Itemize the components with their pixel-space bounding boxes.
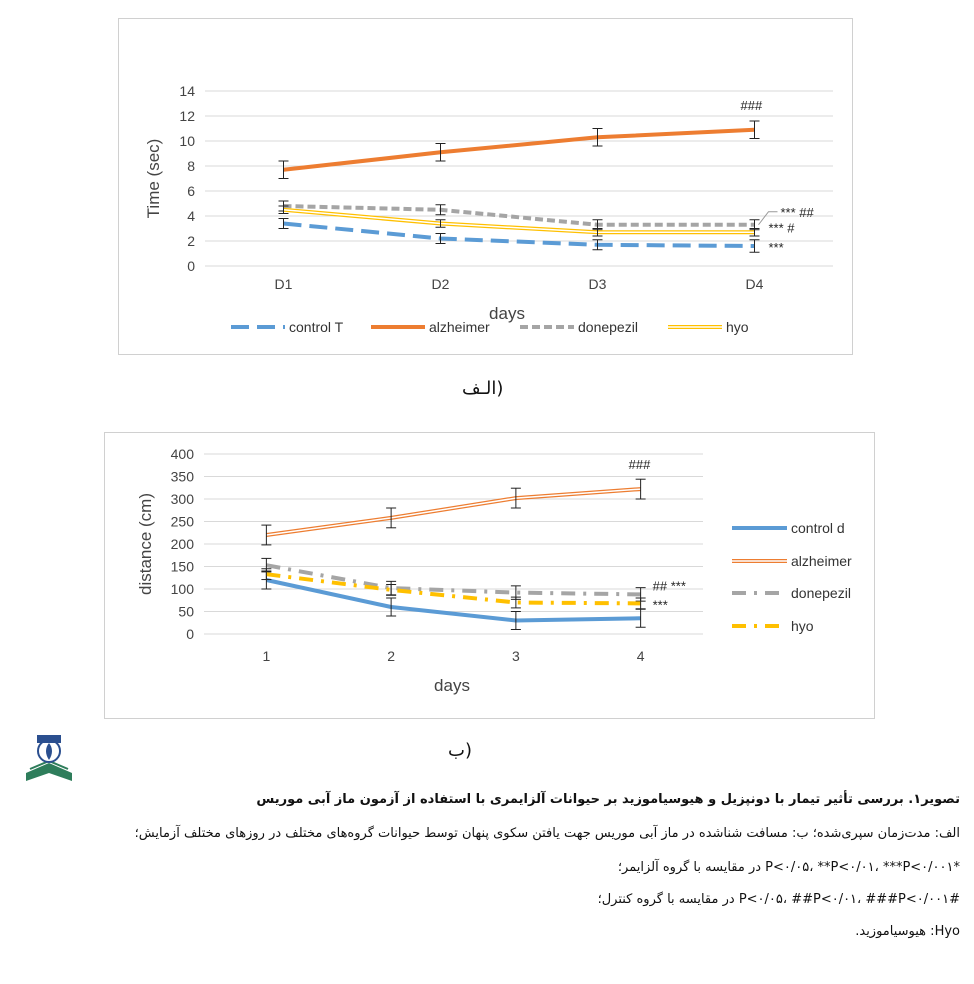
y-tick-label: 4	[187, 208, 195, 224]
significance-annotation: *** #	[768, 220, 795, 236]
y-tick-label: 10	[179, 133, 195, 149]
caption-significance-control: #P<۰/۰۵، ##P<۰/۰۱، ###P<۰/۰۰۱ در مقایسه با گروه کنترل؛	[597, 892, 960, 907]
significance-annotation: ###	[628, 457, 651, 473]
legend-label-alzheimer: alzheimer	[791, 553, 852, 569]
y-tick-label: 300	[170, 491, 194, 507]
y-tick-label: 6	[187, 183, 195, 199]
y-tick-label: 400	[170, 446, 194, 462]
y-tick-label: 100	[170, 581, 194, 597]
y-tick-label: 12	[179, 108, 195, 124]
caption-significance-alzheimer: *P<۰/۰۵، **P<۰/۰۱، ***P<۰/۰۰۱ در مقایسه با گروه آلزایمر؛	[617, 860, 960, 875]
y-tick-label: 350	[170, 468, 194, 485]
legend-label-donepezil: donepezil	[791, 585, 851, 601]
chart-a-frame	[118, 18, 853, 355]
legend-item-hyo	[732, 618, 814, 634]
significance-annotation: *** ##	[780, 204, 814, 220]
y-tick-label: 200	[170, 536, 194, 552]
caption-title: تصویر۱. بررسی تأثیر تیمار با دونپزیل و هیوسیاموزید بر حیوانات آلزایمری با استفاده از آزمون ماز آبی موریس	[256, 792, 960, 807]
significance-annotation: ***	[768, 240, 784, 255]
y-tick-label: 250	[170, 513, 194, 530]
series-line-alzheimer	[284, 130, 755, 170]
y-tick-label: 14	[179, 83, 195, 99]
legend-label-hyo: hyo	[791, 618, 814, 634]
journal-logo	[20, 733, 78, 785]
series-line-hyo	[284, 210, 755, 233]
y-tick-label: 8	[187, 158, 195, 174]
x-tick-label: D1	[274, 276, 293, 292]
x-tick-label: D3	[588, 276, 607, 292]
legend-item-hyo	[668, 319, 749, 335]
x-tick-label: D2	[431, 276, 450, 292]
legend-item-alzheimer	[371, 319, 490, 335]
x-tick-label: D4	[745, 276, 764, 292]
y-axis-title: Time (sec)	[144, 138, 163, 219]
legend-label-hyo: hyo	[726, 319, 749, 335]
x-tick-label: 2	[387, 648, 396, 664]
chart-b-frame	[104, 432, 875, 719]
x-tick-label: 1	[262, 648, 271, 664]
legend-label-alzheimer: alzheimer	[429, 319, 490, 335]
significance-annotation: ###	[740, 97, 763, 113]
series-line-alzheimer	[266, 489, 640, 535]
y-tick-label: 150	[170, 558, 194, 575]
caption-description: الف: مدت‌زمان سپری‌شده؛ ب: مسافت شناشده در ماز آبی موریس جهت یافتن سکوی پنهان توسط حیوانات گروه‌های مختلف در روزهای مختلف آزمایش؛	[134, 826, 960, 841]
significance-annotation: ***	[652, 597, 668, 613]
y-axis-title: distance (cm)	[136, 492, 155, 596]
legend-label-control-t: control T	[289, 319, 344, 335]
x-tick-label: 4	[636, 648, 645, 664]
chart-b	[105, 433, 874, 718]
legend-item-control-t	[231, 319, 344, 335]
legend-label-control-d: control d	[791, 520, 845, 536]
legend-item-control-d	[732, 520, 845, 536]
y-tick-label: 2	[187, 233, 195, 249]
significance-annotation: ## ***	[652, 578, 686, 594]
chart-a	[119, 19, 852, 354]
legend-item-donepezil	[520, 319, 638, 335]
y-tick-label: 50	[178, 603, 194, 620]
y-tick-label: 0	[187, 258, 195, 274]
x-axis-title: days	[434, 676, 470, 695]
legend-label-donepezil: donepezil	[578, 319, 638, 335]
y-tick-label: 0	[186, 626, 194, 642]
caption-abbreviation: Hyo: هیوسیاموزید.	[855, 924, 960, 939]
legend-item-alzheimer	[732, 553, 852, 569]
series-line-control-d	[266, 580, 640, 621]
panel-label-b: ب)	[448, 740, 472, 761]
x-axis-title: days	[489, 304, 525, 323]
legend	[732, 520, 852, 634]
legend-item-donepezil	[732, 585, 851, 601]
panel-label-a: الـف)	[462, 378, 504, 399]
x-tick-label: 3	[511, 648, 520, 664]
